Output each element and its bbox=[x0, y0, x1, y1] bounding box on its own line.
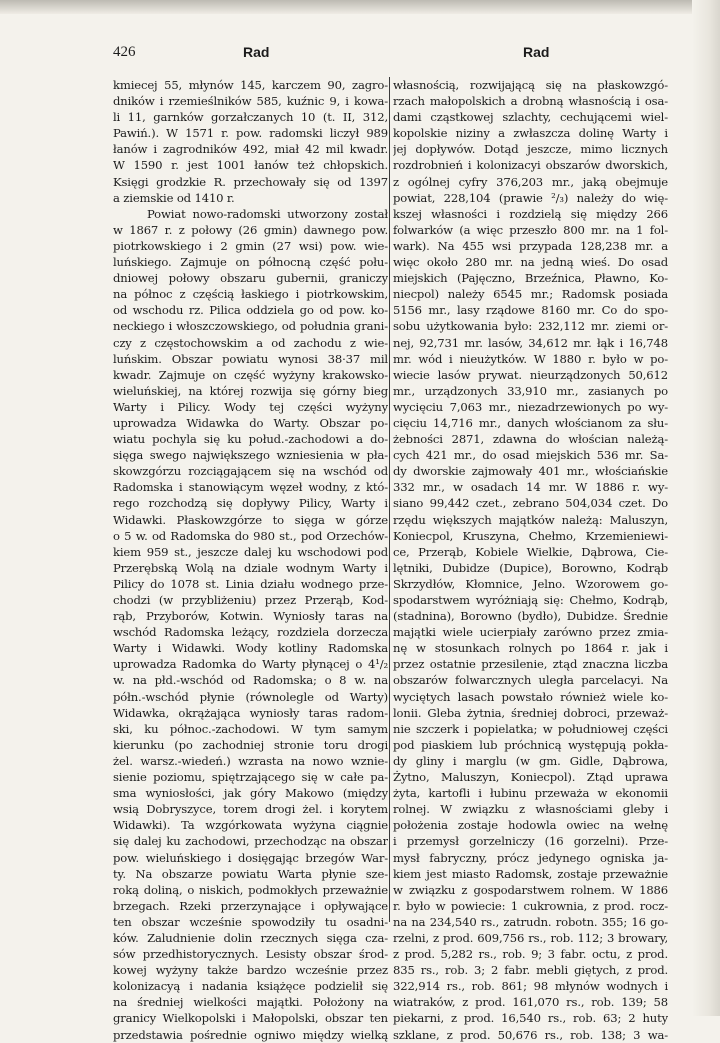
scan-top-edge bbox=[0, 0, 720, 14]
header-word-left: Rad bbox=[243, 44, 270, 60]
text-line: rolnej. W związku z własnościami gleby i bbox=[393, 802, 668, 817]
text-line: Pilicy do 1078 st. Linia działu wodnego prze- bbox=[113, 576, 388, 591]
text-line: mr., urządzonych 33,910 mr., zasianych po bbox=[393, 383, 668, 398]
text-line: dniowej połowy obszaru gubernii, graniczy bbox=[113, 271, 388, 286]
text-line: li 11, garnków gorzałczanych 10 (t. II, 312, bbox=[113, 110, 388, 125]
text-line: sobu użytkowania było: 232,112 mr. ziemi or- bbox=[393, 319, 668, 334]
text-line: rzach małopolskich a drobną własnością i osa- bbox=[393, 94, 668, 109]
left-column bbox=[113, 77, 388, 1043]
text-line: granicy Wielkopolski i Małopolski, obszar ten bbox=[113, 1011, 388, 1026]
text-line: na średniej wielkości majątki. Położony na bbox=[113, 995, 388, 1010]
text-line: dy dworskie zajmowały 401 mr., włościańskie bbox=[393, 464, 668, 479]
right-column bbox=[393, 77, 668, 1043]
text-line: wschód Radomska leżący, rozdziela dorzecza bbox=[113, 625, 388, 640]
text-line: Radomska i stanowiącym węzeł wodny, z któ- bbox=[113, 480, 388, 495]
text-line: wiatu pochyla się ku połud.-zachodowi a do- bbox=[113, 432, 388, 447]
text-line: nę w stosunkach rolnych po 1864 r. jak i bbox=[393, 641, 668, 656]
text-line: z prod. 5,282 rs., rob. 9; 3 fabr. octu, z prod. bbox=[393, 947, 668, 962]
text-line: kmiecej 55, młynów 145, karczem 90, zagro- bbox=[113, 78, 388, 92]
text-line: W 1590 r. jest 1001 łanów też chłopskich. bbox=[113, 158, 388, 173]
text-line: Warty i Widawki. Wody kotliny Radomska bbox=[113, 641, 388, 656]
text-line: wiecie lasów prywat. nieurządzonych 50,612 bbox=[393, 367, 668, 382]
text-line: więc około 280 mr. na jedną wieś. Do osad bbox=[393, 255, 668, 270]
text-line: ce, Przerąb, Kobiele Wielkie, Dąbrowa, Cie- bbox=[393, 544, 668, 559]
text-line: wark). Na 455 wsi przypada 128,238 mr. a bbox=[393, 238, 668, 253]
text-line: przez ostatnie przesilenie, ztąd znaczna liczba bbox=[393, 657, 668, 672]
text-line: w 1867 r. z połowy (26 gmin) dawnego pow. bbox=[113, 222, 388, 237]
text-line: szklane, z prod. 50,676 rs., rob. 138; 3 wa- bbox=[393, 1027, 668, 1042]
text-line: rzędu większych majątków należą: Maluszyn, bbox=[393, 512, 668, 527]
text-line: mysł fabryczny, prócz jedynego ogniska ja- bbox=[393, 850, 668, 865]
text-line: kiem jest miasto Radomsk, zostaje przeważnie bbox=[393, 866, 668, 881]
text-line: ty. Na obszarze powiatu Warta płynie sze- bbox=[113, 866, 388, 881]
text-line: 322,914 rs., rob. 861; 98 młynów wodnych i bbox=[393, 979, 668, 994]
text-line: Widawka, okrążająca wyniosły taras radom- bbox=[113, 705, 388, 720]
text-line: od wschodu rz. Pilica oddziela go od pow. ko- bbox=[113, 303, 388, 318]
text-line: ski, ku północ.-zachodowi. W tym samym bbox=[113, 721, 388, 736]
text-line: z ogólnej cyfry 376,203 mr., jaką obejmuje bbox=[393, 174, 668, 189]
text-line: w. na płd.-wschód od Radomska; o 8 w. na bbox=[113, 673, 388, 688]
page-number: 426 bbox=[113, 44, 136, 60]
text-line: rego rozchodzą się dopływy Pilicy, Warty i bbox=[113, 496, 388, 511]
text-line: Żytno, Maluszyn, Koniecpol). Ztąd uprawa bbox=[393, 770, 668, 785]
text-line: niecpol) należy 6545 mr.; Radomsk posiada bbox=[393, 287, 668, 302]
column-divider bbox=[389, 77, 390, 922]
text-line: siano 99,442 czet., zebrano 504,034 czet. Do bbox=[393, 496, 668, 511]
text-line: a ziemskie od 1410 r. bbox=[113, 190, 235, 205]
text-line: luńskim. Obszar powiatu wynosi 38·37 mil bbox=[113, 351, 388, 366]
text-line: wiatraków, z prod. 161,070 rs., rob. 139; 58 bbox=[393, 995, 668, 1010]
text-line: piekarni, z prod. 16,540 rs., rob. 63; 2 huty bbox=[393, 1011, 668, 1026]
text-line: (stadnina), Borowno (bydło), Dubidze. Średnie bbox=[393, 609, 668, 624]
text-line: i przemysł gorzelniczy (16 gorzelni). Prze- bbox=[393, 834, 668, 849]
text-line: kszej własności i rozdzielą się między 266 bbox=[393, 206, 668, 221]
text-line: rąb, Przyborów, Kotwin. Wyniosły taras na bbox=[113, 609, 388, 624]
text-line: folwarków (a więc przeszło 800 mr. na 1 fol- bbox=[393, 222, 668, 237]
text-line: dników i rzemieślników 585, kuźnic 9, i kowa- bbox=[113, 94, 388, 109]
text-line: ków. Zaludnienie dolin rzecznych sięga cza- bbox=[113, 930, 388, 945]
text-line: o 5 w. od Radomska do 980 st., pod Orzechów- bbox=[113, 528, 388, 543]
text-line: lonii. Gleba żytnia, średniej dobroci, przeważ- bbox=[393, 705, 668, 720]
text-line: 5156 mr., lasy rządowe 8160 mr. Co do spo- bbox=[393, 303, 668, 318]
text-line: żebności 2871, zdawna do włościan należą- bbox=[393, 432, 668, 447]
text-line: skowzgórzu rozciągającem się na wschód od bbox=[113, 464, 388, 479]
text-line: spodarstwem wyróżniają się: Chełmo, Kodrąb, bbox=[393, 593, 668, 607]
text-line: wyciętych lasach powstało również wiele ko- bbox=[393, 689, 668, 704]
text-line: r. było w powiecie: 1 cukrownia, z prod. rocz- bbox=[393, 898, 668, 913]
text-line: cych 421 mr., do osad miejskich 536 mr. Sa- bbox=[393, 448, 668, 463]
text-line: na północ z częścią łaskiego i piotrkowskim, bbox=[113, 287, 388, 302]
text-line: cięciu 14,716 mr., danych włościanom za słu- bbox=[393, 415, 668, 430]
text-line: nej, 92,731 mr. lasów, 34,612 mr. łąk i 16,748 bbox=[393, 335, 668, 350]
running-header bbox=[113, 44, 663, 66]
text-line: Pawiń.). W 1571 r. pow. radomski liczył 989 bbox=[113, 126, 388, 141]
text-line: roką doliną, o niskich, podmokłych przeważnie bbox=[113, 882, 388, 897]
text-line: dy gliny i marglu (w gm. Gidle, Dąbrowa, bbox=[393, 753, 668, 768]
text-line: brzegach. Rzeki przerzynające i opływające bbox=[113, 898, 388, 913]
text-line: uprowadza Widawka do Warty. Obszar po- bbox=[113, 415, 388, 430]
text-line: sma wyniosłości, jak góry Makowo (między bbox=[113, 786, 388, 801]
text-line: powiat, 228,104 (prawie ²/₃) należy do wię- bbox=[393, 190, 668, 205]
text-line: mr. wód i nieużytków. W 1880 r. było w po- bbox=[393, 351, 668, 366]
text-line: rzelni, z prod. 609,756 rs., rob. 112; 3 browary, bbox=[393, 930, 668, 945]
text-line: czy z częstochowskim a od zachodu z wie- bbox=[113, 335, 388, 350]
text-line: przedstawia pośrednie ogniwo między wielką bbox=[113, 1027, 388, 1042]
text-line: wieluńskiej, na której rozwija się górny bieg bbox=[113, 383, 388, 398]
text-line: żyta, kartofli i łubinu przeważa w ekonomii bbox=[393, 786, 668, 801]
text-line: pod piaskiem lub próchnicą występują pokła- bbox=[393, 737, 668, 752]
text-line: w związku z gospodarstwem rolnem. W 1886 bbox=[393, 882, 668, 897]
text-line: się dalej ku zachodowi, przechodząc na obszar bbox=[113, 834, 388, 849]
header-word-right: Rad bbox=[523, 44, 550, 60]
text-line: łanów i zagrodników 492, miał 42 mil kwadr. bbox=[113, 142, 388, 157]
text-line: dami cząstkowej szlachty, cechującemi wiel- bbox=[393, 110, 668, 125]
text-line: luńskiego. Zajmuje on północną część połu- bbox=[113, 255, 388, 270]
text-line: lętniki, Dubidze (Dupice), Borowno, Kodrąb bbox=[393, 560, 668, 575]
text-line: sienie poziomu, spiętrzającego się w całe pa- bbox=[113, 770, 388, 785]
text-line: kolonizacyą i nadania książęce podzielił się bbox=[113, 979, 388, 994]
text-line: na na 234,540 rs., zatrudn. robotn. 355; 16 go- bbox=[393, 914, 668, 929]
text-line: jej dopływów. Dotąd jeszcze, mimo licznych bbox=[393, 142, 668, 157]
text-line: majątki wiele ucierpiały zarówno przez zmia- bbox=[393, 625, 668, 640]
text-line: kiem 959 st., jeszcze dalej ku wschodowi pod bbox=[113, 544, 388, 559]
text-line: kowej wyżyny także bardzo wcześnie przez bbox=[113, 963, 388, 978]
text-line: 835 rs., rob. 3; 2 fabr. mebli giętych, z prod. bbox=[393, 963, 668, 978]
text-line: ten obszar wcześnie spowodziły tu osadni- bbox=[113, 914, 388, 929]
text-line: kierunku (po zachodniej stronie toru drogi bbox=[113, 737, 388, 752]
text-line: rozdrobnień i kolonizacyi obszarów dworskich, bbox=[393, 158, 668, 173]
text-line: 332 mr., w osadach 14 mr. W 1886 r. wy- bbox=[393, 480, 668, 495]
text-line: uprowadza Radomka do Warty płynącej o 4¹/₂ bbox=[113, 657, 388, 672]
text-line: wsią Dobryszyce, torem drogi żel. i korytem bbox=[113, 802, 388, 817]
text-line: Księgi grodzkie R. przechowały się od 1397 bbox=[113, 174, 388, 189]
text-line: neckiego i włoszczowskiego, od południa grani- bbox=[113, 319, 388, 334]
text-line: żel. warsz.-wiedeń.) wzrasta na nowo wznie- bbox=[113, 753, 388, 768]
text-line: Przerębską Wolą na dziale wodnym Warty i bbox=[113, 560, 388, 575]
text-line: własnością, rozwijającą się na płaskowzgó- bbox=[393, 78, 668, 92]
text-line: kopolskie niziny a zwłaszcza dolinę Warty i bbox=[393, 126, 668, 141]
text-line: miejskich (Pajęczno, Brzeźnica, Pławno, Ko- bbox=[393, 271, 668, 286]
text-line: piotrkowskiego i 2 gmin (27 wsi) pow. wie- bbox=[113, 238, 388, 253]
text-line: Koniecpol, Kruszyna, Chełmo, Krzemieniewi- bbox=[393, 528, 668, 543]
text-line: Widawki). Ta wzgórkowata wyżyna ciągnie bbox=[113, 818, 388, 833]
text-line: wycięciu 7,063 mr., niezadrzewionych po wy- bbox=[393, 399, 668, 414]
text-line: chodzi (w przybliżeniu) przez Przerąb, Kod- bbox=[113, 593, 388, 607]
text-line: obszarów folwarcznych uległa parcelacyi. Na bbox=[393, 673, 668, 688]
text-line: Widawki. Płaskowzgórze to sięga w górze bbox=[113, 512, 388, 527]
text-line: kwadr. Zajmuje on część wyżyny krakowsko- bbox=[113, 367, 388, 382]
text-line: nie szczerk i popielatka; w południowej części bbox=[393, 721, 668, 736]
text-line: sięga swego największego wzniesienia w pła- bbox=[113, 448, 388, 463]
text-line: sów przedhistorycznych. Lesisty obszar środ- bbox=[113, 947, 388, 962]
text-line: pow. wieluńskiego i dosięgając brzegów War- bbox=[113, 850, 388, 865]
text-line: Powiat nowo-radomski utworzony został bbox=[147, 206, 388, 221]
text-line: półn.-wschód płynie (równolegle od Warty) bbox=[113, 689, 388, 704]
text-line: Warty i Pilicy. Wody tej części wyżyny bbox=[113, 399, 388, 414]
text-line: położenia zostaje hodowla owiec na wełnę bbox=[393, 818, 668, 833]
text-line: Skrzydłów, Kłomnice, Jelno. Wzorowem go- bbox=[393, 576, 668, 591]
scan-right-edge bbox=[692, 0, 720, 1016]
